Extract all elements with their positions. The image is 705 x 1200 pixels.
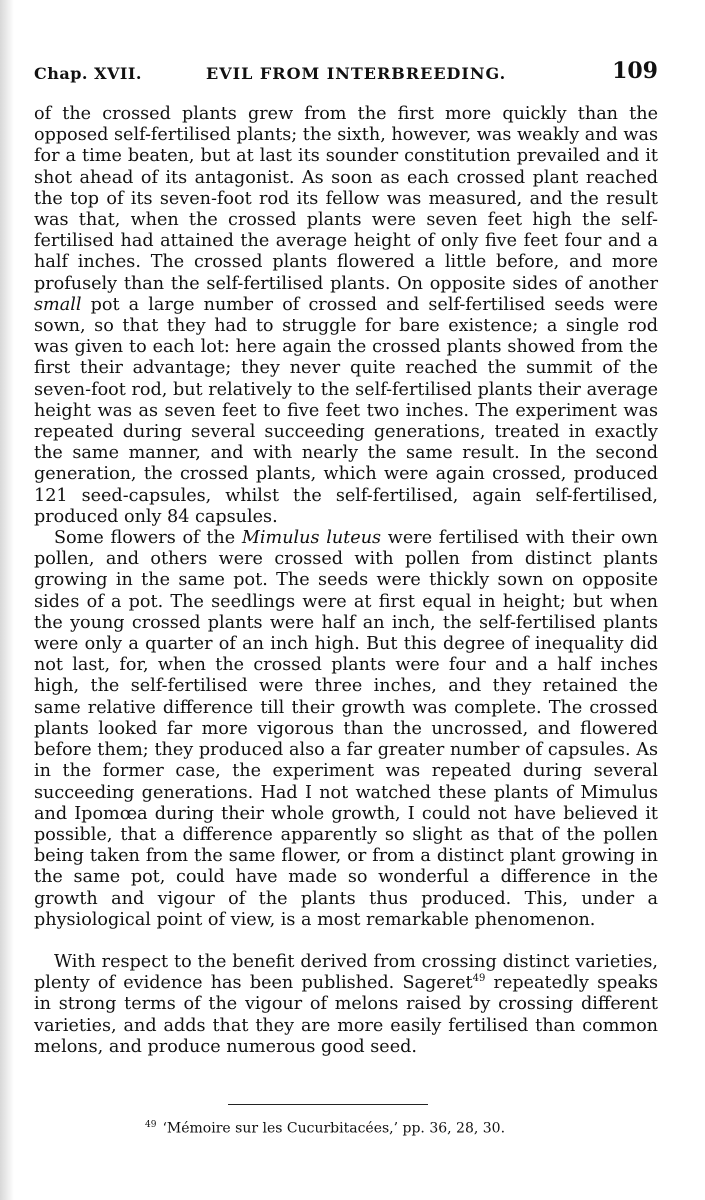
text-segment: repeatedly speaks in strong terms of the vigour of melons raised by crossing different varieties, and adds that they are more easily fertilised than common melons, and produce numerous good seed.	[34, 973, 658, 1057]
footnote	[145, 1120, 505, 1137]
page-edge-shadow	[0, 0, 14, 1200]
paragraph	[34, 104, 658, 528]
footnote-number: 49	[145, 1120, 157, 1130]
footnote-ref: 49	[472, 973, 486, 985]
running-header	[34, 58, 658, 88]
text-segment: of the crossed plants grew from the first more quickly than the opposed self-fertilised plants; the sixth, however, was weakly and was for a time beaten, but at last its sounder constitution prevailed and it shot ahead of its antagonist. As soon as each crossed plant reached the top of its seven-foot rod its fellow was measured, and the result was that, when the crossed plants were seven feet high the self-fertilised had attained the average height of only five feet four and a half inches. The crossed plants flowered a little before, and more profusely than the self-fertilised plants. On opposite sides of another	[34, 104, 658, 294]
italic-text: small	[34, 294, 82, 315]
paragraph	[34, 952, 658, 1058]
italic-text: Mimulus luteus	[241, 528, 382, 549]
chapter-label: Chap. XVII.	[34, 64, 142, 83]
text-segment: With respect to the benefit derived from crossing distinct varieties, plenty of evidence has been published. Sageret	[34, 951, 658, 994]
body-text	[34, 104, 658, 1058]
text-segment: Some flowers of the	[54, 528, 242, 549]
running-title: EVIL FROM INTERBREEDING.	[206, 64, 507, 83]
footnote-rule	[228, 1104, 428, 1105]
page-number: 109	[612, 58, 658, 84]
footnote-text: ‘Mémoire sur les Cucurbitacées,’ pp. 36, 28, 30.	[162, 1120, 506, 1137]
text-segment: were fertilised with their own pollen, and others were crossed with pollen from distinct plants growing in the same pot. The seeds were thickly sown on opposite sides of a pot. The seedlings were at first equal in height; but when the young crossed plants were half an inch, the self-fertilised plants were only a quarter of an inch high. But this degree of inequality did not last, for, when the crossed plants were four and a half inches high, the self-fertilised were three inches, and they retained the same relative difference till their growth was complete. The crossed plants looked far more vigorous than the uncrossed, and flowered before them; they produced also a far greater number of capsules. As in the former case, the experiment was repeated during several succeeding generations. Had I not watched these plants of Mimulus and Ipomœa during their whole growth, I could not have believed it possible, that a difference apparently so slight as that of the pollen being taken from the same flower, or from a distinct plant growing in the same pot, could have made so wonderful a difference in the growth and vigour of the plants thus produced. This, under a physiological point of view, is a most remarkable phenomenon.	[34, 528, 658, 930]
paragraph	[34, 528, 658, 931]
text-segment: pot a large number of crossed and self-fertilised seeds were sown, so that they had to struggle for bare existence; a single rod was given to each lot: here again the crossed plants showed from the first their advantage; they never quite reached the summit of the seven-foot rod, but relatively to the self-fertilised plants their average height was as seven feet to five feet two inches. The experiment was repeated during several succeeding generations, treated in exactly the same manner, and with nearly the same result. In the second generation, the crossed plants, which were again crossed, produced 121 seed-capsules, whilst the self-fertilised, again self-fertilised, produced only 84 capsules.	[34, 294, 658, 527]
